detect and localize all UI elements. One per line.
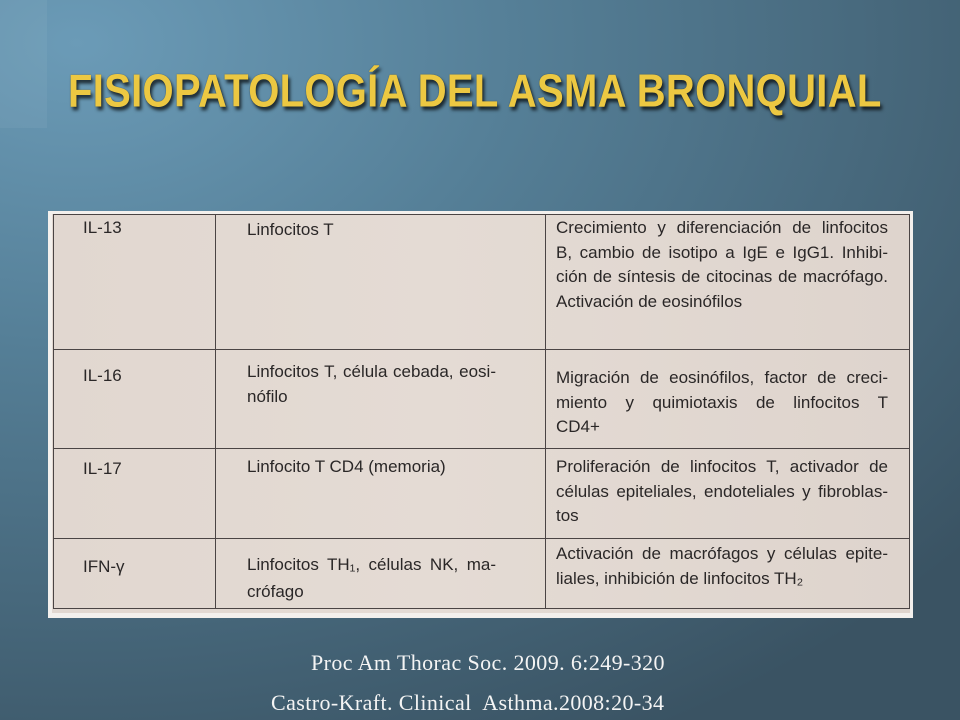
effect-line: Crecimiento y diferenciación de linfocitos [556, 218, 888, 237]
source-line: Linfocitos TH₁, células NK, ma- [247, 555, 496, 574]
table-image [48, 211, 913, 618]
effect-line: Activación de macrófagos y células epite- [556, 544, 888, 563]
corner-decoration [0, 0, 47, 128]
effect-cell [546, 215, 910, 350]
source-line: nófilo [247, 386, 288, 406]
cytokine-cell [54, 350, 216, 449]
effect-line: miento y quimiotaxis de linfocitos T [556, 392, 888, 412]
source-cell [216, 449, 546, 539]
effect-cell [546, 350, 910, 449]
effect-line: liales, inhibición de linfocitos TH₂ [556, 568, 804, 588]
effect-line: células epiteliales, endoteliales y fibroblas- [556, 481, 888, 501]
effect-line: CD4+ [556, 417, 600, 436]
source-cell [216, 350, 546, 449]
effect-cell [546, 449, 910, 539]
effect-cell [546, 539, 910, 609]
cytokine-cell [54, 449, 216, 539]
slide-title: FISIOPATOLOGÍA DEL ASMA BRONQUIAL [68, 66, 882, 117]
citation-2: Castro-Kraft. Clinical Asthma.2008:20-34 [271, 690, 665, 715]
source-line: crófago [247, 582, 304, 601]
source-line: Linfocitos T [247, 220, 334, 239]
effect-line: Proliferación de linfocitos T, activador de [556, 457, 888, 476]
source-line: Linfocito T CD4 (memoria) [247, 457, 446, 476]
cytokine-label: IL-16 [83, 366, 122, 385]
effect-line: B, cambio de isotipo a IgE e IgG1. Inhibi- [556, 242, 888, 262]
effect-line: Migración de eosinófilos, factor de creci- [556, 368, 888, 387]
cytokine-cell [54, 215, 216, 350]
effect-line: ción de síntesis de citocinas de macrófago. [556, 267, 888, 286]
effect-line: Activación de eosinófilos [556, 291, 743, 311]
cytokine-label: IFN-γ [83, 557, 125, 576]
cytokine-label: IL-13 [83, 218, 122, 237]
table-paper [52, 214, 910, 613]
source-cell [216, 215, 546, 350]
source-line: Linfocitos T, célula cebada, eosi- [247, 362, 496, 381]
cytokine-label: IL-17 [83, 459, 122, 478]
cytokine-cell [54, 539, 216, 609]
source-cell [216, 539, 546, 609]
citation-1: Proc Am Thorac Soc. 2009. 6:249-320 [311, 650, 665, 675]
cytokine-table [53, 214, 910, 609]
effect-line: tos [556, 506, 579, 525]
